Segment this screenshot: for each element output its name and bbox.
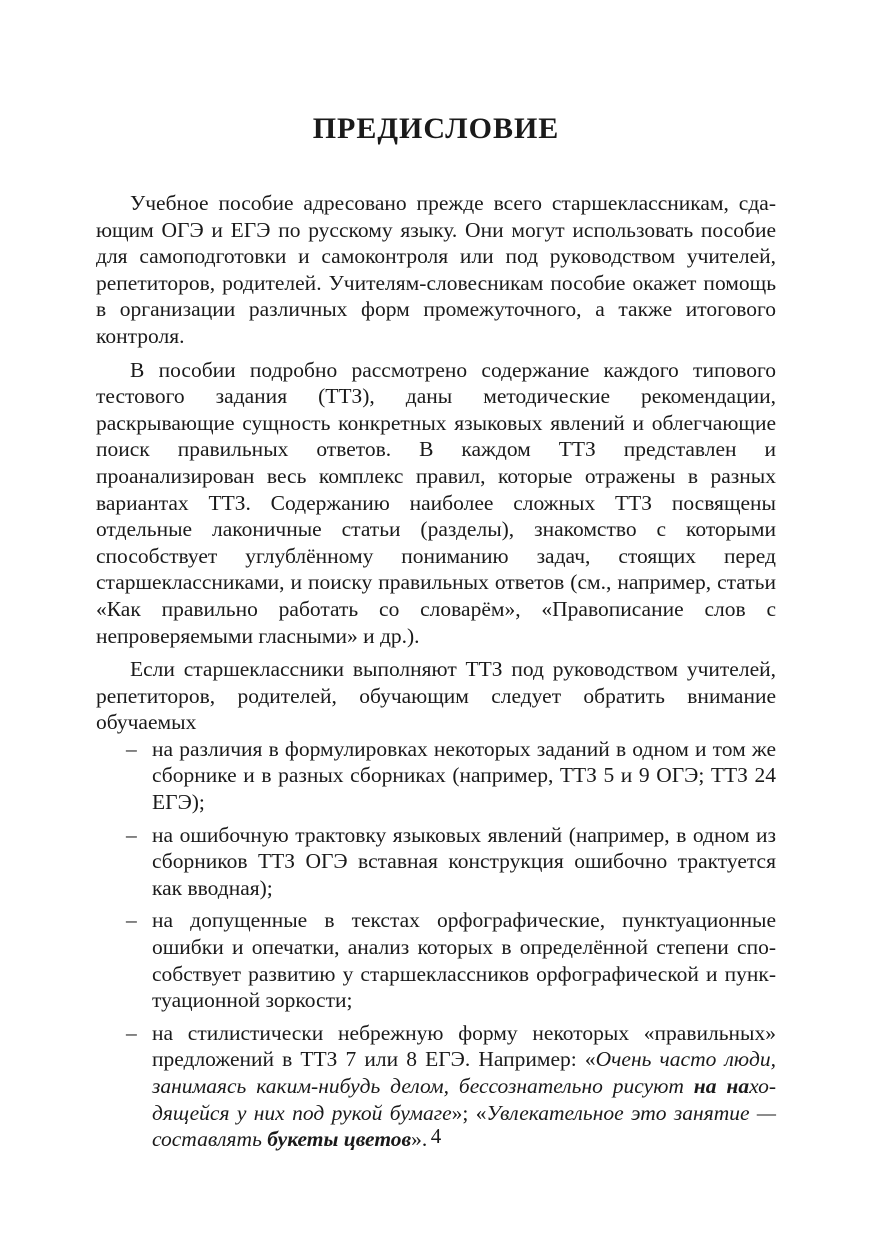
list-item-text: на различия в формулировках некоторых заданий в одном и том же сборнике и в разных сборниках (например, ТТЗ 5 и 9 ОГЭ; ТТЗ 24 ЕГЭ); (152, 736, 776, 815)
paragraph-1: Учебное пособие адресовано прежде всего старшеклассникам, сдающим ОГЭ и ЕГЭ по русскому языку. Они могут использовать пособие для самоподготовки и самоконтроля или под руководством учителей, репетиторов, родителей. Учителям-словесникам пособие окажет помощь в организации различных форм промежуточного, а также итогового контроля. (96, 191, 776, 348)
example-quote-1: Очень часто люди, занимаясь каким-нибудь делом, бессознательно рисуют на находящейся у них под рукой бумаге (152, 1047, 777, 1125)
example-quote-2: Увлекательное это занятие — составлять букеты цветов (152, 1100, 777, 1152)
list-dash: – (126, 908, 137, 933)
list-dash: – (126, 1020, 137, 1045)
list-dash: – (126, 822, 137, 847)
paragraph-3: Если старшеклассники выполняют ТТЗ под руководством учителей, репетиторов, родителей, обучающим следует обратить внимание обучаемых (96, 657, 776, 735)
page-number: 4 (430, 1124, 442, 1148)
preface-body (96, 190, 776, 1159)
list-item-text: на допущенные в текстах орфографические, пунктуационные ошибки и опечатки, анализ которых в определённой степени способствует развитию у старшеклассников орфографической и пунктуационной зоркости; (152, 908, 776, 1013)
error-highlight: букеты цветов (267, 1127, 412, 1152)
list-item (96, 736, 776, 816)
list-item-text: на ошибочную трактовку языковых явлений (например, в одном из сборников ТТЗ ОГЭ вставная конструкция ошибочно трактуется как вводная); (152, 822, 776, 900)
list-item (96, 907, 776, 1013)
list-dash: – (126, 736, 137, 761)
item-lead-text: на стилистически небрежную форму некоторых «правильных» предложений в ТТЗ 7 или 8 ЕГЭ. Например: « (152, 1020, 776, 1072)
page-title: ПРЕДИСЛОВИЕ (312, 112, 560, 145)
paragraph-2: В пособии подробно рассмотрено содержание каждого типового тестового задания (ТТЗ), даны методические рекомендации, раскрывающие сущность конкретных языковых явлений и облегчающие поиск правильных ответов. В каждом ТТЗ представлен и проанализирован весь комплекс правил, которые отражены в разных вариантах ТТЗ. Содержанию наиболее сложных ТТЗ посвящены отдельные лаконичные статьи (разделы), знакомство с которыми способствует углублённому пониманию задач, стоящих перед старшеклассниками, и поиску правильных ответов (см., например, статьи «Как правильно работать со словарём», «Правописание слов с непроверяемыми гласными» и др.). (96, 357, 776, 648)
quote-end: ». (411, 1127, 428, 1152)
quote-separator: »; « (451, 1100, 487, 1125)
error-highlight: на на (693, 1074, 750, 1098)
list-item (96, 822, 776, 902)
recommendations-list (96, 736, 776, 1153)
